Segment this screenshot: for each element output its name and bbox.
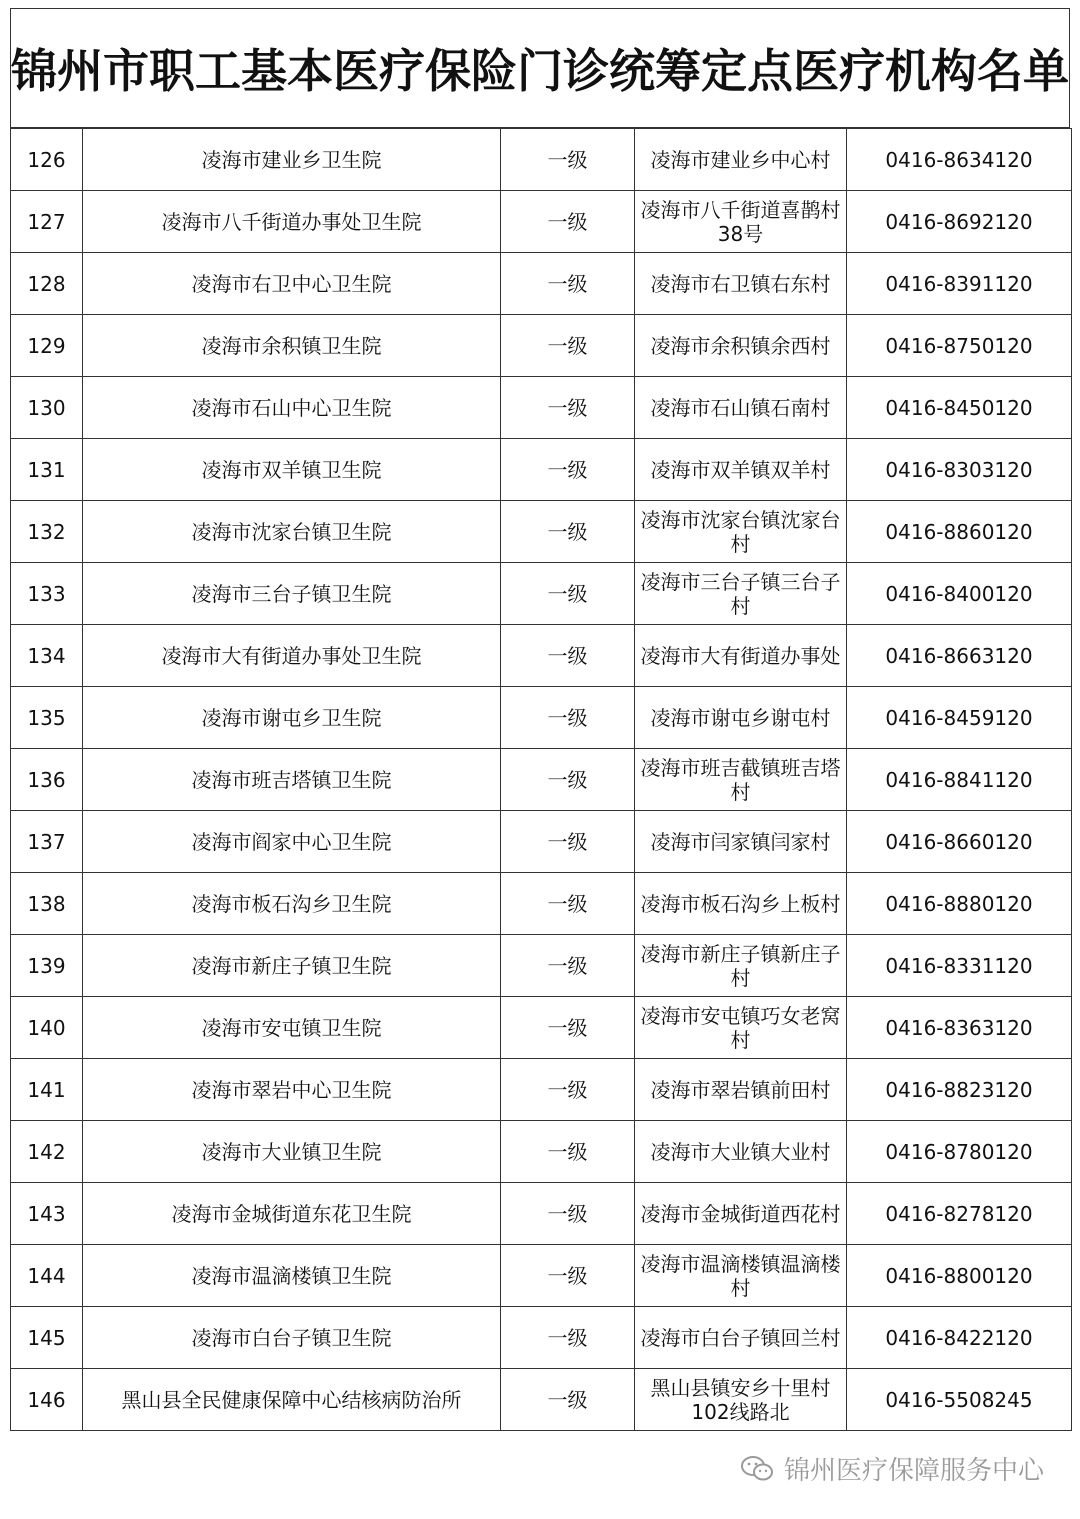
row-number: 131 <box>11 439 83 501</box>
institution-level: 一级 <box>501 625 635 687</box>
row-number: 145 <box>11 1307 83 1369</box>
institution-name: 凌海市温滴楼镇卫生院 <box>83 1245 501 1307</box>
row-number: 130 <box>11 377 83 439</box>
table-row <box>11 625 1072 687</box>
institution-level: 一级 <box>501 439 635 501</box>
institution-name: 凌海市大业镇卫生院 <box>83 1121 501 1183</box>
row-number: 141 <box>11 1059 83 1121</box>
institution-level: 一级 <box>501 1245 635 1307</box>
institution-level: 一级 <box>501 687 635 749</box>
institution-name: 凌海市双羊镇卫生院 <box>83 439 501 501</box>
institution-name: 凌海市谢屯乡卫生院 <box>83 687 501 749</box>
row-number: 137 <box>11 811 83 873</box>
table-row <box>11 253 1072 315</box>
row-number: 146 <box>11 1369 83 1431</box>
institution-phone: 0416-8860120 <box>847 501 1072 563</box>
institution-name: 凌海市阎家中心卫生院 <box>83 811 501 873</box>
row-number: 127 <box>11 191 83 253</box>
institution-level: 一级 <box>501 811 635 873</box>
institution-phone: 0416-5508245 <box>847 1369 1072 1431</box>
institution-level: 一级 <box>501 1369 635 1431</box>
institution-name: 凌海市白台子镇卫生院 <box>83 1307 501 1369</box>
institution-address: 凌海市板石沟乡上板村 <box>635 873 847 935</box>
institution-name: 凌海市八千街道办事处卫生院 <box>83 191 501 253</box>
institution-phone: 0416-8303120 <box>847 439 1072 501</box>
institution-phone: 0416-8278120 <box>847 1183 1072 1245</box>
institution-address: 凌海市温滴楼镇温滴楼村 <box>635 1245 847 1307</box>
institution-address: 凌海市双羊镇双羊村 <box>635 439 847 501</box>
table-row <box>11 935 1072 997</box>
institution-phone: 0416-8634120 <box>847 129 1072 191</box>
institution-name: 凌海市沈家台镇卫生院 <box>83 501 501 563</box>
institution-address: 凌海市右卫镇右东村 <box>635 253 847 315</box>
institution-phone: 0416-8880120 <box>847 873 1072 935</box>
table-row <box>11 439 1072 501</box>
institution-level: 一级 <box>501 191 635 253</box>
institution-address: 凌海市班吉截镇班吉塔村 <box>635 749 847 811</box>
institution-phone: 0416-8750120 <box>847 315 1072 377</box>
row-number: 143 <box>11 1183 83 1245</box>
row-number: 135 <box>11 687 83 749</box>
row-number: 129 <box>11 315 83 377</box>
footer-source-text: 锦州医疗保障服务中心 <box>783 1456 1044 1486</box>
table-row <box>11 129 1072 191</box>
table-row <box>11 749 1072 811</box>
table-row <box>11 191 1072 253</box>
institution-address: 凌海市石山镇石南村 <box>635 377 847 439</box>
institution-level: 一级 <box>501 253 635 315</box>
row-number: 132 <box>11 501 83 563</box>
institution-phone: 0416-8780120 <box>847 1121 1072 1183</box>
institution-name: 凌海市大有街道办事处卫生院 <box>83 625 501 687</box>
institution-level: 一级 <box>501 935 635 997</box>
institution-address: 黑山县镇安乡十里村102线路北 <box>635 1369 847 1431</box>
institution-name: 凌海市班吉塔镇卫生院 <box>83 749 501 811</box>
wechat-icon <box>740 1455 774 1483</box>
institution-address: 凌海市闫家镇闫家村 <box>635 811 847 873</box>
footer-source <box>740 1450 1044 1487</box>
institution-name: 凌海市余积镇卫生院 <box>83 315 501 377</box>
institution-address: 凌海市大有街道办事处 <box>635 625 847 687</box>
institution-phone: 0416-8663120 <box>847 625 1072 687</box>
table-row <box>11 377 1072 439</box>
table-row <box>11 563 1072 625</box>
institution-phone: 0416-8692120 <box>847 191 1072 253</box>
institution-name: 凌海市安屯镇卫生院 <box>83 997 501 1059</box>
table-row <box>11 997 1072 1059</box>
table-row <box>11 315 1072 377</box>
institution-level: 一级 <box>501 501 635 563</box>
institution-address: 凌海市安屯镇巧女老窝村 <box>635 997 847 1059</box>
institution-address: 凌海市金城街道西花村 <box>635 1183 847 1245</box>
table-row <box>11 1059 1072 1121</box>
institution-phone: 0416-8450120 <box>847 377 1072 439</box>
row-number: 134 <box>11 625 83 687</box>
institution-level: 一级 <box>501 873 635 935</box>
institution-address: 凌海市建业乡中心村 <box>635 129 847 191</box>
institution-address: 凌海市八千街道喜鹊村38号 <box>635 191 847 253</box>
institution-address: 凌海市余积镇余西村 <box>635 315 847 377</box>
institution-level: 一级 <box>501 1059 635 1121</box>
institution-phone: 0416-8660120 <box>847 811 1072 873</box>
institution-address: 凌海市三台子镇三台子村 <box>635 563 847 625</box>
row-number: 140 <box>11 997 83 1059</box>
institution-phone: 0416-8363120 <box>847 997 1072 1059</box>
institution-phone: 0416-8422120 <box>847 1307 1072 1369</box>
institution-address: 凌海市沈家台镇沈家台村 <box>635 501 847 563</box>
institution-name: 凌海市新庄子镇卫生院 <box>83 935 501 997</box>
row-number: 133 <box>11 563 83 625</box>
row-number: 136 <box>11 749 83 811</box>
institution-level: 一级 <box>501 749 635 811</box>
institution-level: 一级 <box>501 315 635 377</box>
institution-name: 黑山县全民健康保障中心结核病防治所 <box>83 1369 501 1431</box>
table-row <box>11 1245 1072 1307</box>
row-number: 126 <box>11 129 83 191</box>
table-row <box>11 811 1072 873</box>
institution-name: 凌海市三台子镇卫生院 <box>83 563 501 625</box>
institution-level: 一级 <box>501 377 635 439</box>
institution-table <box>10 128 1072 1431</box>
institution-level: 一级 <box>501 1307 635 1369</box>
institution-name: 凌海市建业乡卫生院 <box>83 129 501 191</box>
institution-address: 凌海市大业镇大业村 <box>635 1121 847 1183</box>
institution-level: 一级 <box>501 1121 635 1183</box>
table-body <box>11 129 1072 1431</box>
institution-phone: 0416-8391120 <box>847 253 1072 315</box>
institution-phone: 0416-8841120 <box>847 749 1072 811</box>
table-row <box>11 687 1072 749</box>
row-number: 144 <box>11 1245 83 1307</box>
page-title: 锦州市职工基本医疗保险门诊统筹定点医疗机构名单 <box>11 44 1069 98</box>
institution-level: 一级 <box>501 1183 635 1245</box>
title-box <box>10 8 1070 128</box>
institution-name: 凌海市石山中心卫生院 <box>83 377 501 439</box>
institution-phone: 0416-8823120 <box>847 1059 1072 1121</box>
row-number: 142 <box>11 1121 83 1183</box>
row-number: 138 <box>11 873 83 935</box>
institution-phone: 0416-8459120 <box>847 687 1072 749</box>
institution-name: 凌海市右卫中心卫生院 <box>83 253 501 315</box>
institution-address: 凌海市白台子镇回兰村 <box>635 1307 847 1369</box>
institution-name: 凌海市板石沟乡卫生院 <box>83 873 501 935</box>
row-number: 128 <box>11 253 83 315</box>
institution-address: 凌海市新庄子镇新庄子村 <box>635 935 847 997</box>
institution-name: 凌海市金城街道东花卫生院 <box>83 1183 501 1245</box>
institution-level: 一级 <box>501 129 635 191</box>
table-row <box>11 501 1072 563</box>
table-row <box>11 873 1072 935</box>
institution-name: 凌海市翠岩中心卫生院 <box>83 1059 501 1121</box>
institution-level: 一级 <box>501 997 635 1059</box>
table-row <box>11 1121 1072 1183</box>
row-number: 139 <box>11 935 83 997</box>
institution-phone: 0416-8400120 <box>847 563 1072 625</box>
institution-phone: 0416-8331120 <box>847 935 1072 997</box>
institution-address: 凌海市翠岩镇前田村 <box>635 1059 847 1121</box>
institution-address: 凌海市谢屯乡谢屯村 <box>635 687 847 749</box>
institution-level: 一级 <box>501 563 635 625</box>
institution-phone: 0416-8800120 <box>847 1245 1072 1307</box>
table-row <box>11 1307 1072 1369</box>
table-row <box>11 1183 1072 1245</box>
table-row <box>11 1369 1072 1431</box>
